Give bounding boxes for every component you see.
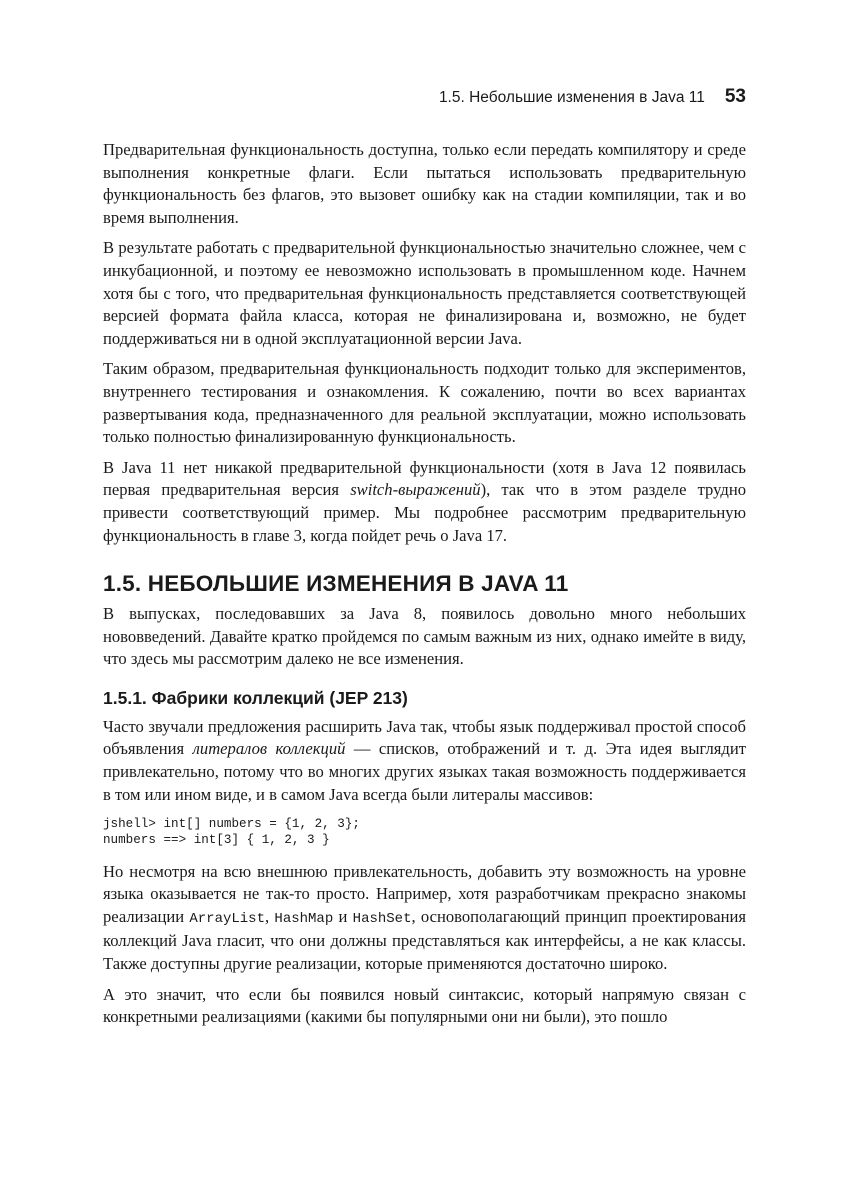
text-span: — списков, отображений и т. д. Эта идея выглядит привлекательно, потому что во многих других языках такая возможность поддерживается в том или ином виде, и в самом Java всегда были литералы массивов:	[103, 739, 746, 804]
code-example	[103, 816, 746, 848]
paragraph-section-intro: В выпусках, последовавших за Java 8, появилось довольно много небольших нововведений. Давайте кратко пройдемся по самым важным из них, однако имейте в виду, что здесь мы рассмотрим далеко не все изменения.	[103, 604, 746, 669]
emphasis-switch-expressions: switch-выражений	[350, 480, 481, 500]
text-span: Часто звучали предложения расширить Java так, чтобы язык поддерживал простой способ объявления	[103, 716, 746, 759]
emphasis-collection-literals: литералов коллекций	[192, 739, 346, 759]
paragraph-java11-preview	[103, 457, 746, 547]
paragraph-preview-flags: Предварительная функциональность доступна, только если передать компилятору и среде выполнения конкретные флаги. Если пытаться использовать предварительную функциональность без флагов, это вызовет ошибку как на стадии компиляции, так и во время выполнения.	[103, 140, 746, 227]
paragraph-new-syntax: А это значит, что если бы появился новый синтаксис, который напрямую связан с конкретными реализациями (какими бы популярными они ни были), это пошло	[103, 984, 746, 1027]
page-number: 53	[724, 86, 746, 107]
text-span: В Java 11 нет никакой предварительной функциональности (хотя в Java 12 появилась первая предварительная версия	[103, 457, 746, 500]
text-span: и	[333, 906, 353, 926]
code-line: numbers ==> int[3] { 1, 2, 3 }	[103, 833, 330, 848]
paragraph-collection-implementations	[103, 861, 746, 976]
code-line: jshell> int[] numbers = {1, 2, 3};	[103, 817, 360, 832]
section-heading: 1.5. НЕБОЛЬШИЕ ИЗМЕНЕНИЯ В JAVA 11	[103, 571, 569, 597]
subsection-heading: 1.5.1. Фабрики коллекций (JEP 213)	[103, 687, 408, 708]
page-body	[103, 139, 746, 1037]
running-header	[439, 86, 746, 112]
code-arraylist: ArrayList	[189, 910, 265, 927]
paragraph-preview-usage: Таким образом, предварительная функциональность подходит только для экспериментов, внутреннего тестирования и ознакомления. К сожалению, почти во всех вариантах развертывания кода, предназначенного для реальной эксплуатации, можно использовать только полностью финализированную функциональность.	[103, 359, 746, 447]
code-hashmap: HashMap	[274, 910, 334, 927]
paragraph-preview-difficulty: В результате работать с предварительной функциональностью значительно сложнее, чем с инкубационной, и поэтому ее невозможно использовать в промышленном коде. Начнем хотя бы с того, что предварительная функциональность представляется соответствующей версией формата файла класса, которая не финализирована и, возможно, не будет поддерживаться ни в одной эксплуатационной версии Java.	[103, 238, 746, 348]
text-span: Но несмотря на всю внешнюю привлекательность, добавить эту возможность на уровне языка оказывается не так-то просто. Например, хотя разработчикам прекрасно знакомы реализации	[103, 861, 746, 926]
code-hashset: HashSet	[352, 910, 412, 927]
running-title: 1.5. Небольшие изменения в Java 11	[438, 89, 705, 106]
text-span: ,	[265, 906, 275, 926]
paragraph-collection-literals	[103, 716, 746, 806]
text-span: , основополагающий принцип проектирования коллекций Java гласит, что они должны представляться как интерфейсы, а не как классы. Также доступны другие реализации, которые применяются достаточно широко.	[103, 906, 746, 974]
text-span: ), так что в этом разделе трудно привести соответствующий пример. Мы подробнее рассмотрим предварительную функциональность в главе 3, когда пойдет речь о Java 17.	[103, 480, 746, 545]
